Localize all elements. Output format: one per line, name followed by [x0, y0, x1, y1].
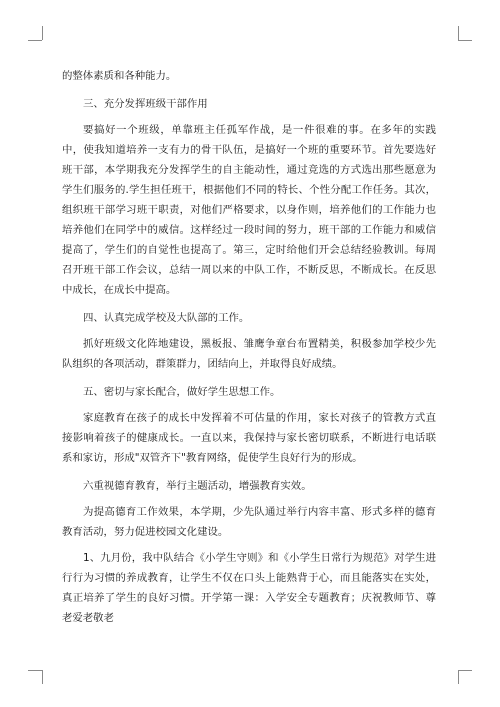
crop-mark-bottom-left-v — [42, 670, 43, 684]
paragraph-september-activities: 1、九月份，我中队结合《小学生守则》和《小学生日常行为规范》对学生进行行为习惯的养成教育，让学生不仅在口头上能熟背于心，而且能落实在实处，真正培养了学生的良好习惯。开学第一课：入学安全专题教育；庆祝教师节、尊老爱老敬老 — [62, 552, 436, 624]
paragraph-family-education: 家庭教育在孩子的成长中发挥着不可估量的作用，家长对孩子的管教方式直接影响着孩子的健康成长。一直以来，我保持与家长密切联系，不断进行电话联系和家访，形成"双管齐下"教育网络，促使学生良好行为的形成。 — [62, 412, 436, 464]
crop-mark-top-left-v — [42, 26, 43, 40]
crop-mark-bottom-left-h — [28, 670, 42, 671]
crop-mark-bottom-right-v — [458, 670, 459, 684]
section-heading-six: 六重视德育教育，举行主题活动，增强教育实效。 — [83, 480, 312, 492]
paragraph-class-cadre: 要搞好一个班级，单靠班主任孤军作战，是一件很难的事。在多年的实践中，使我知道培养一支有力的骨干队伍，是搞好一个班的重要环节。首先要选好班干部，本学期我充分发挥学生的自主能动性，通过竞选的方式选出那些愿意为学生们服务的.学生担任班干，根据他们不同的特长、个性分配工作任务。其次，组织班干部学习班干职责，对他们严格要求，以身作则，培养他们的工作能力也培养他们在同学中的威信。这样经过一段时间的努力，班干部的工作能力和威信提高了，学生们的自觉性也提高了。第三，定时给他们开会总结经验教训。每周召开班干部工作会议，总结一周以来的中队工作，不断反思，不断成长。在反思中成长，在成长中提高。 — [62, 124, 436, 296]
paragraph-class-culture: 抓好班级文化阵地建设，黑板报、雏鹰争章台布置精美，积极参加学校少先队组织的各项活动，群策群力，团结向上，并取得良好成绩。 — [62, 338, 436, 370]
document-body — [62, 66, 436, 628]
crop-mark-top-right-h — [458, 40, 472, 41]
crop-mark-top-right-v — [458, 26, 459, 40]
section-heading-five: 五、密切与家长配合，做好学生思想工作。 — [83, 386, 281, 398]
crop-mark-bottom-right-h — [458, 670, 472, 671]
crop-mark-top-left-h — [28, 40, 42, 41]
paragraph-moral-education: 为提高德育工作效果，本学期，少先队通过举行内容丰富、形式多样的德育教育活动，努力促进校园文化建设。 — [62, 506, 436, 538]
section-heading-four: 四、认真完成学校及大队部的工作。 — [83, 312, 250, 324]
paragraph-continuation: 的整体素质和各种能力。 — [62, 70, 177, 82]
section-heading-three: 三、充分发挥班级干部作用 — [83, 98, 208, 110]
